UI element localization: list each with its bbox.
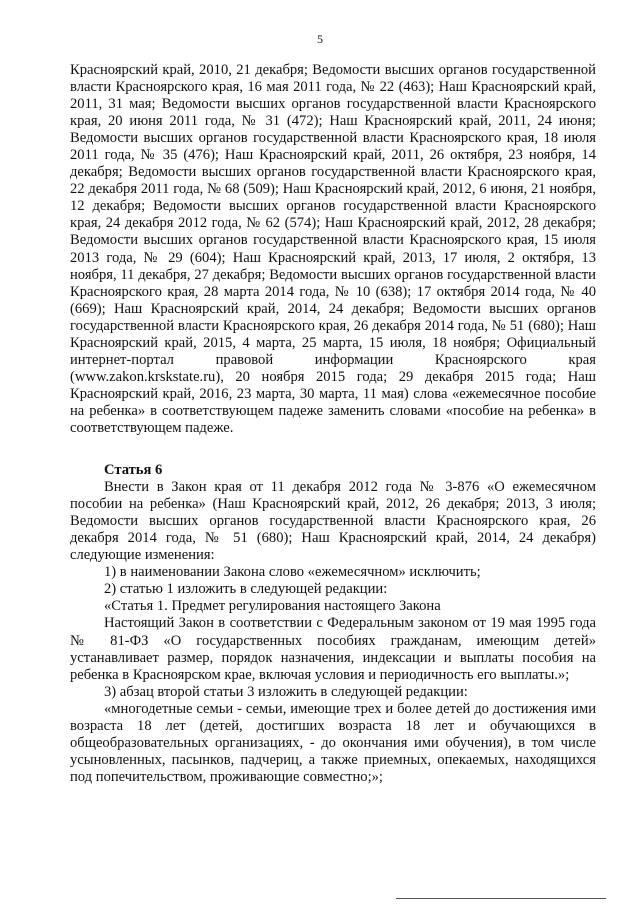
amendment-paragraph: Красноярский край, 2010, 21 декабря; Ведомости высших органов государственной власти Красноярского края, 16 мая 2011 года, № 22 (463); Наш Красноярский край, 2011, 31 мая; Ведомости высших органов государственной власти Красноярского края, 20 июня 2011 года, № 31 (472); Наш Красноярский край, 2011, 24 июня; Ведомости высших органов государственной власти Красноярского края, 18 июля 2011 года, № 35 (476); Наш Красноярский край, 2011, 26 октября, 23 ноября, 14 декабря; Ведомости высших органов государственной власти Красноярского края, 22 декабря 2011 года, № 68 (509); Наш Красноярский край, 2012, 6 июня, 21 ноября, 12 декабря; Ведомости высших органов государственной власти Красноярского края, 24 декабря 2012 года, № 62 (574); Наш Красноярский край, 2012, 28 декабря; Ведомости высших органов государственной власти Красноярского края, 15 июля 2013 года, № 29 (604); Наш Красноярский край, 2013, 17 июля, 2 октября, 13 ноября, 11 декабря, 27 декабря; Ведомости высших органов государственной власти Красноярского края, 28 марта 2014 года, № 10 (638); 17 октября 2014 года, № 40 (669); Наш Красноярский край, 2014, 24 декабря; Ведомости высших органов государственной власти Красноярского края, 26 декабря 2014 года, № 51 (680); Наш Красноярский край, 2015, 4 марта, 25 марта, 15 июля, 18 ноября; Официальный интернет-портал правовой информации Красноярского края (www.zakon.krskstate.ru), 20 ноября 2015 года; 29 декабря 2015 года; Наш Красноярский край, 2016, 23 марта, 30 марта, 11 мая) слова «ежемесячное пособие на ребенка» в соответствующем падеже заменить словами «пособие на ребенка» в соответствующем падеже. (70, 62, 596, 436)
article-6-item-3-text: «многодетные семьи - семьи, имеющие трех и более детей до достижения ими возраста 18 лет (детей, достигших возраста 18 лет и обучающихся в общеобразовательных организациях, - до окончания ими обучения), в том числе усыновленных, пасынков, падчериц, а также приемных, опекаемых, находящихся под попечительством, проживающие совместно;»; (70, 700, 596, 785)
quoted-article-title: «Статья 1. Предмет регулирования настоящего Закона (104, 598, 441, 615)
document-body (70, 62, 596, 786)
quoted-article-text: Настоящий Закон в соответствии с Федеральным законом от 19 мая 1995 года № 81-ФЗ «О государственных пособиях гражданам, имеющим детей» устанавливает размер, порядок назначения, индексации и выплаты пособия на ребенка в Красноярском крае, включая условия и периодичность его выплаты.»; (70, 615, 596, 683)
article-6-item-3: 3) абзац второй статьи 3 изложить в следующей редакции: (104, 683, 468, 700)
article-6-item-2: 2) статью 1 изложить в следующей редакции: (104, 581, 388, 598)
page-number: 5 (317, 32, 323, 46)
footer-rule (396, 898, 606, 899)
article-6-item-1: 1) в наименовании Закона слово «ежемесячном» исключить; (104, 564, 481, 581)
article-6-heading: Статья 6 (104, 462, 163, 479)
article-6-intro: Внести в Закон края от 11 декабря 2012 года № 3-876 «О ежемесячном пособии на ребенка» (Наш Красноярский край, 2012, 26 декабря; 2013, 3 июля; Ведомости высших органов государственной власти Красноярского края, 26 декабря 2014 года, № 51 (680); Наш Красноярский край, 2014, 24 декабря) следующие изменения: (70, 479, 596, 564)
